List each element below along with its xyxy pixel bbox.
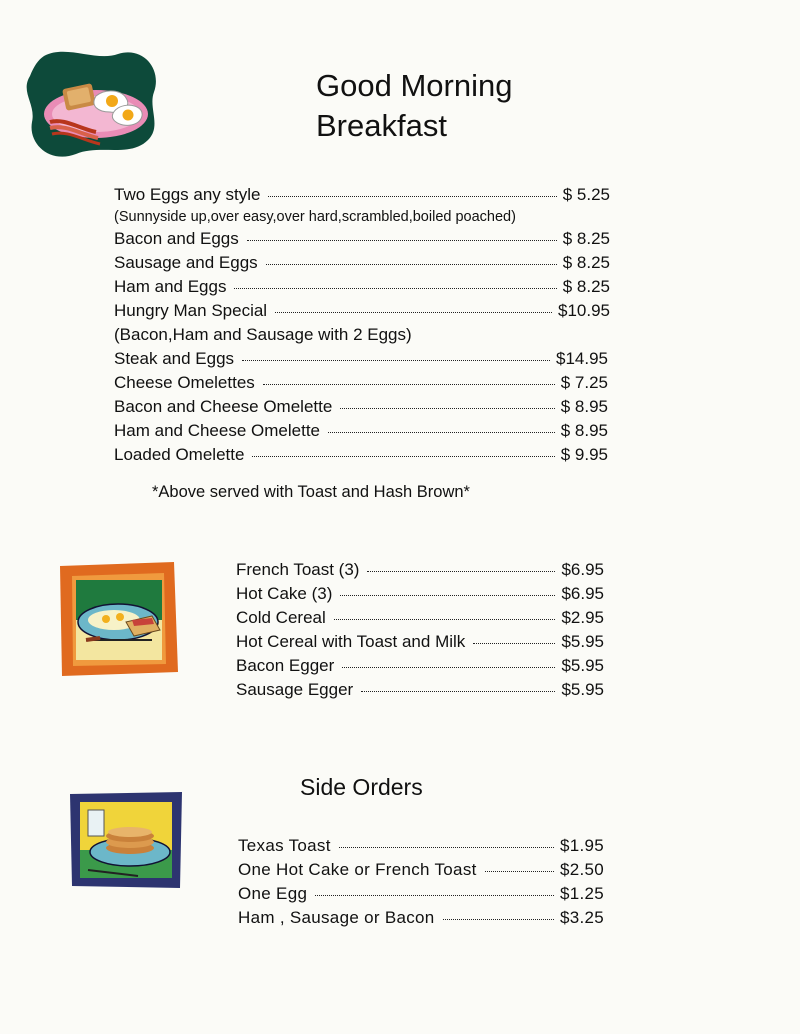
menu-item-name: Ham and Eggs xyxy=(114,277,227,296)
menu-item-name: Cheese Omelettes xyxy=(114,373,255,392)
menu-item xyxy=(114,277,610,297)
menu-item xyxy=(238,884,604,904)
menu-item xyxy=(238,836,604,856)
menu-item xyxy=(236,560,604,580)
dot-leader xyxy=(334,618,556,620)
menu-item-name: Bacon and Eggs xyxy=(114,229,239,248)
menu-item-name: Hungry Man Special xyxy=(114,301,268,320)
menu-item xyxy=(114,253,610,273)
dot-leader xyxy=(234,287,556,289)
dot-leader xyxy=(242,359,550,361)
dot-leader xyxy=(328,431,555,433)
dot-leader xyxy=(268,195,556,197)
menu-item-name: Hot Cereal with Toast and Milk xyxy=(236,632,466,651)
menu-item xyxy=(236,680,604,700)
plate-breakfast-icon xyxy=(56,560,180,678)
menu-item xyxy=(236,608,604,628)
menu-item-name: Ham and Cheese Omelette xyxy=(114,421,320,440)
menu-item-price: $5.95 xyxy=(561,656,604,675)
dot-leader xyxy=(339,846,554,848)
menu-item xyxy=(114,397,608,417)
menu-item-name: Sausage and Eggs xyxy=(114,253,258,272)
menu-item xyxy=(236,584,604,604)
dot-leader xyxy=(275,311,552,313)
dot-leader xyxy=(252,455,554,457)
dot-leader xyxy=(247,239,557,241)
menu-item-price: $5.95 xyxy=(561,680,604,699)
menu-item-price: $5.95 xyxy=(561,632,604,651)
menu-item-price: $ 8.95 xyxy=(560,397,608,416)
menu-item-name: Ham , Sausage or Bacon xyxy=(238,908,435,927)
menu-item xyxy=(114,229,610,249)
dot-leader xyxy=(266,263,557,265)
menu-item xyxy=(114,421,608,441)
page-title xyxy=(316,66,512,146)
side-orders-title: Side Orders xyxy=(300,774,423,800)
menu-item-name: Sausage Egger xyxy=(236,680,354,699)
dot-leader xyxy=(485,870,554,872)
eggs-bacon-icon xyxy=(26,48,162,158)
menu-item-name: One Egg xyxy=(238,884,308,903)
menu-item xyxy=(238,860,604,880)
menu-item-price: $2.95 xyxy=(561,608,604,627)
dot-leader xyxy=(473,642,555,644)
menu-item-name: Two Eggs any style xyxy=(114,185,261,204)
menu-item-price: $ 7.25 xyxy=(560,373,608,392)
menu-item-name: Bacon Egger xyxy=(236,656,335,675)
menu-item-price: $2.50 xyxy=(559,860,604,879)
menu-item-price: $1.95 xyxy=(559,836,604,855)
menu-item-name: Texas Toast xyxy=(238,836,331,855)
menu-item-price: $ 8.25 xyxy=(562,253,610,272)
menu-item-price: $3.25 xyxy=(559,908,604,927)
menu-item xyxy=(238,908,604,928)
menu-item xyxy=(236,656,604,676)
menu-item xyxy=(236,632,604,652)
dot-leader xyxy=(340,407,554,409)
menu-item-price: $1.25 xyxy=(559,884,604,903)
menu-item xyxy=(114,349,608,369)
menu-item-name: One Hot Cake or French Toast xyxy=(238,860,477,879)
menu-item-name: Cold Cereal xyxy=(236,608,326,627)
menu-item-price: $6.95 xyxy=(561,584,604,603)
two-eggs-note: (Sunnyside up,over easy,over hard,scrambled,boiled poached) xyxy=(114,209,516,225)
dot-leader xyxy=(361,690,555,692)
menu-item-price: $ 8.25 xyxy=(562,229,610,248)
dot-leader xyxy=(367,570,555,572)
menu-item xyxy=(114,373,608,393)
pancakes-icon xyxy=(68,790,184,890)
served-with-note: *Above served with Toast and Hash Brown* xyxy=(152,483,470,501)
menu-item-price: $ 8.25 xyxy=(562,277,610,296)
dot-leader xyxy=(340,594,555,596)
menu-item-price: $ 9.95 xyxy=(560,445,608,464)
hungry-man-note: (Bacon,Ham and Sausage with 2 Eggs) xyxy=(114,325,412,344)
menu-item-name: Loaded Omelette xyxy=(114,445,245,464)
menu-item-name: Bacon and Cheese Omelette xyxy=(114,397,333,416)
menu-item-price: $6.95 xyxy=(561,560,604,579)
menu-item-price: $14.95 xyxy=(556,349,608,368)
title-line-1: Good Morning xyxy=(316,68,513,103)
menu-item xyxy=(114,301,610,321)
menu-item xyxy=(114,445,608,465)
menu-item-name: Steak and Eggs xyxy=(114,349,235,368)
dot-leader xyxy=(315,894,554,896)
menu-item-name: Hot Cake (3) xyxy=(236,584,333,603)
menu-item-price: $10.95 xyxy=(558,301,610,320)
dot-leader xyxy=(443,918,554,920)
menu-item-name: French Toast (3) xyxy=(236,560,360,579)
dot-leader xyxy=(342,666,555,668)
menu-item xyxy=(114,185,610,205)
title-line-2: Breakfast xyxy=(316,108,447,143)
dot-leader xyxy=(263,383,555,385)
menu-item-price: $ 5.25 xyxy=(562,185,610,204)
menu-item-price: $ 8.95 xyxy=(560,421,608,440)
